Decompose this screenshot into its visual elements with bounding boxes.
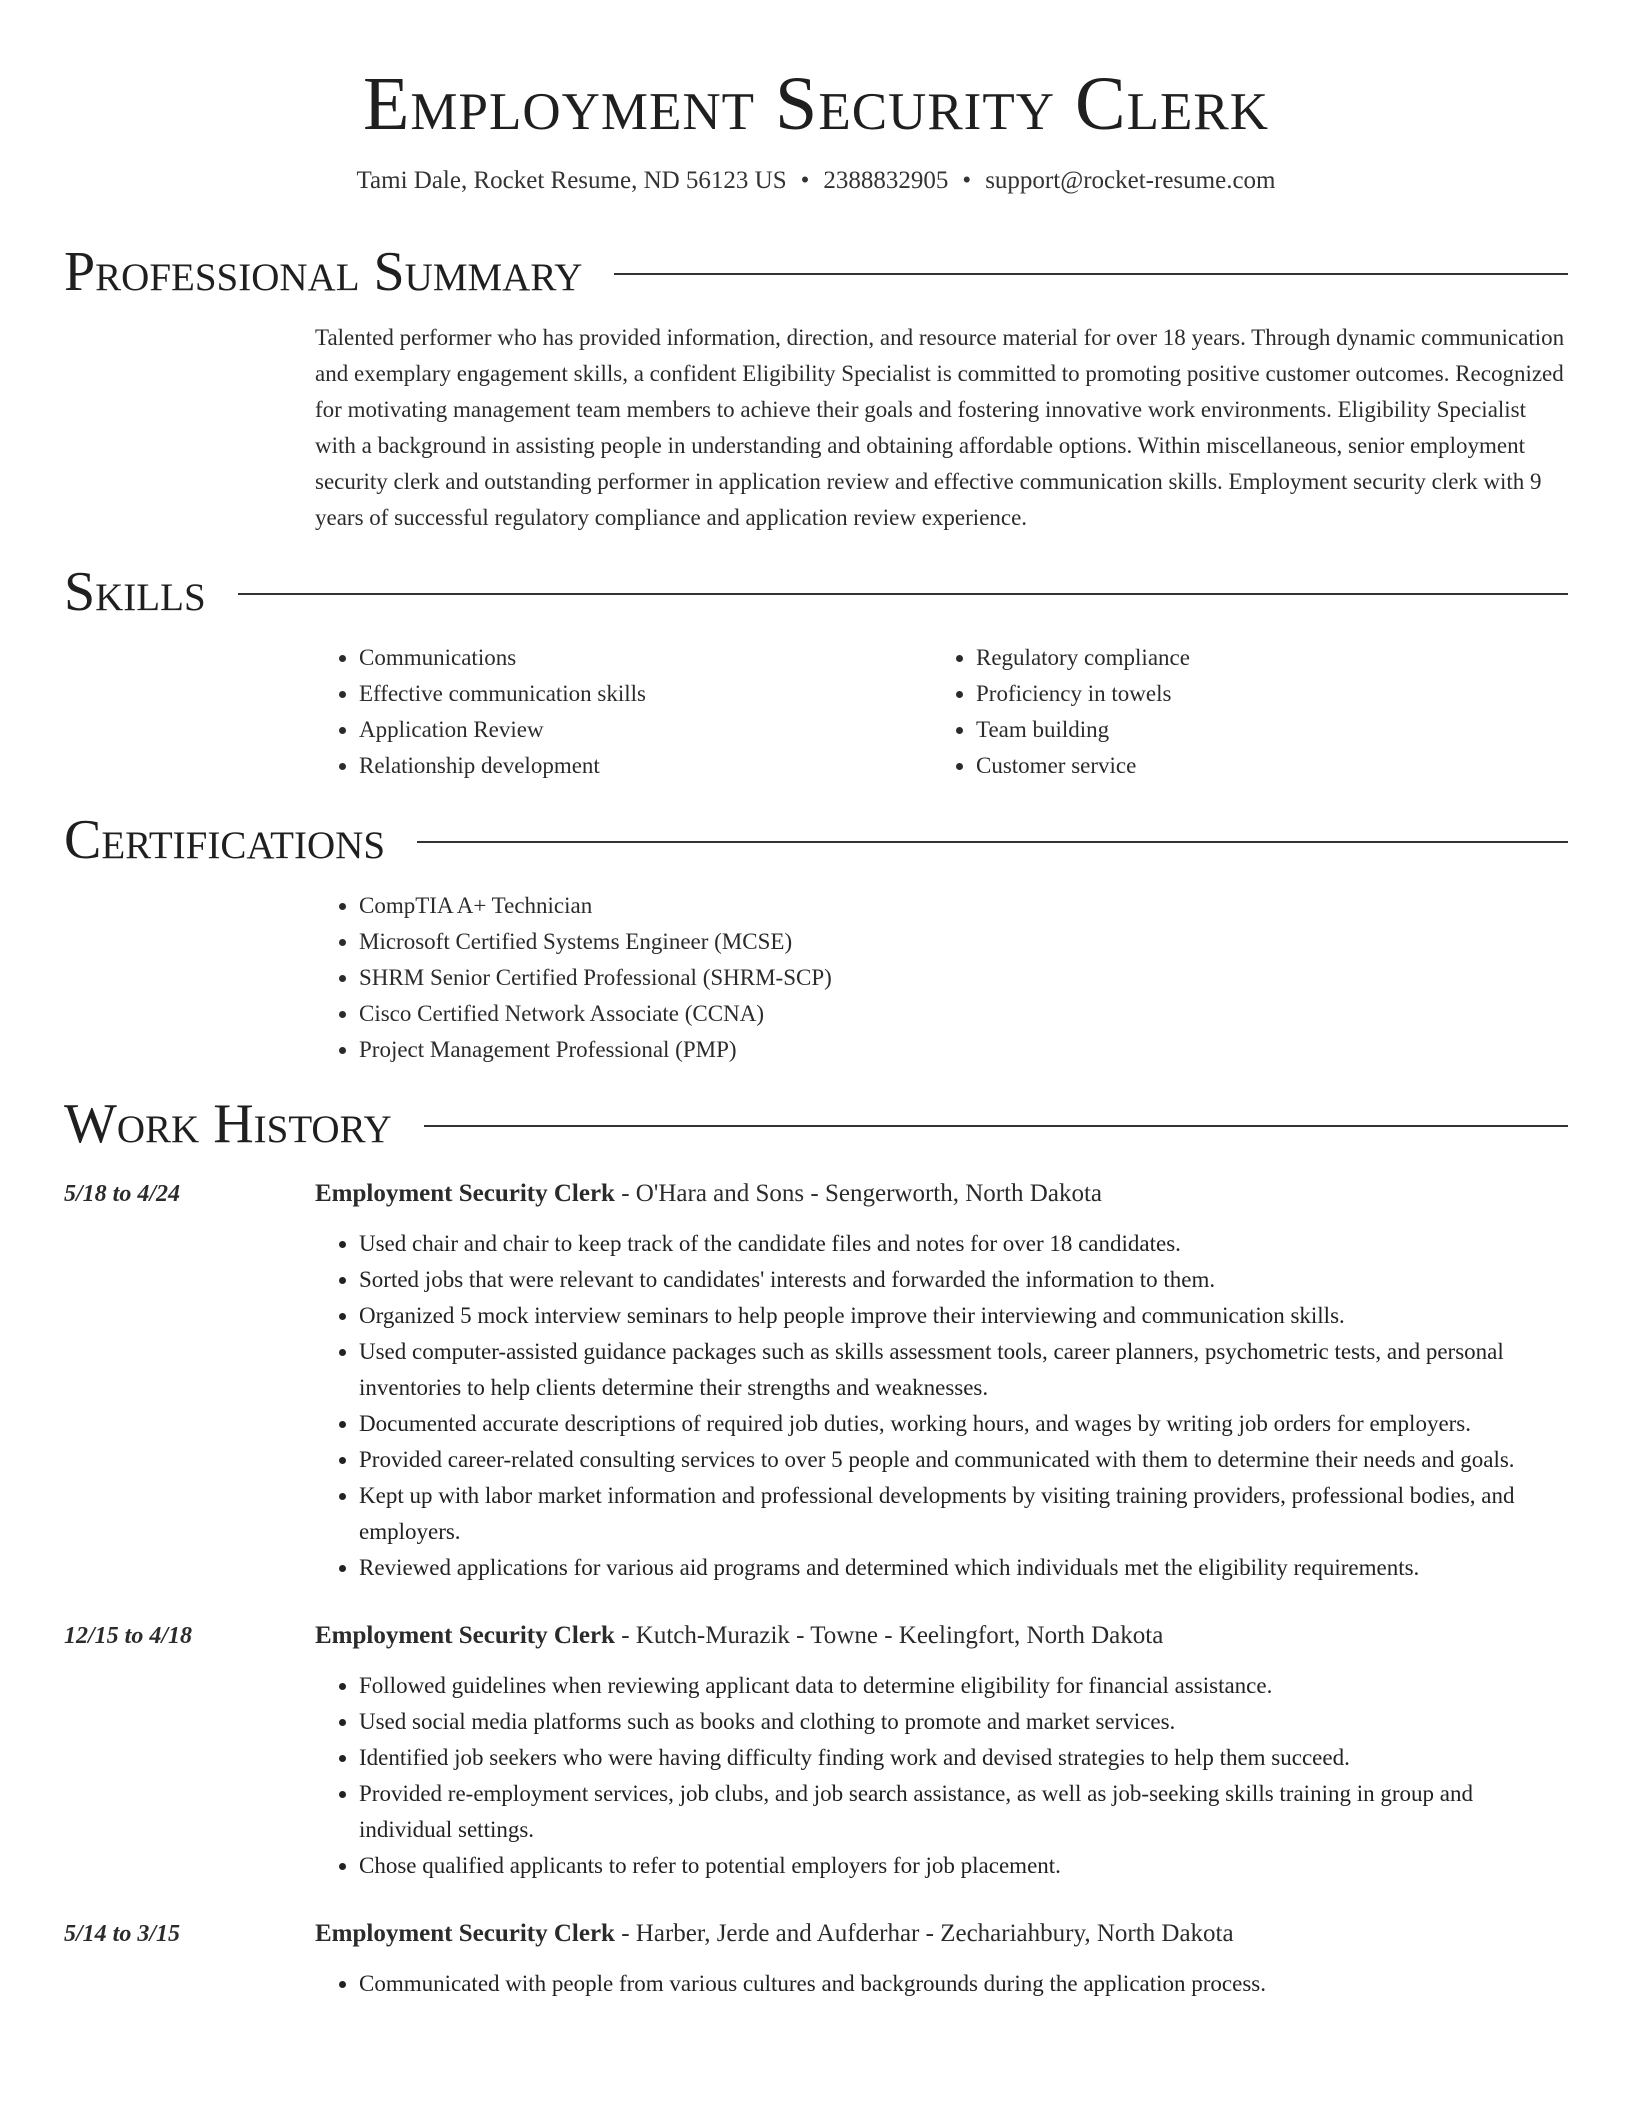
job-main	[315, 1618, 1568, 1884]
job-main	[315, 1916, 1568, 2002]
skill-item: • Effective communication skills	[359, 676, 932, 712]
job-main	[315, 1176, 1568, 1586]
contact-address: Tami Dale, Rocket Resume, ND 56123 US	[356, 167, 787, 194]
certification-item: • Project Management Professional (PMP)	[359, 1032, 1568, 1068]
section-divider	[614, 273, 1568, 275]
section-divider	[424, 1125, 1568, 1127]
summary-section-header	[64, 238, 1568, 306]
job-employer-location: - Kutch-Murazik - Towne - Keelingfort, North Dakota	[614, 1622, 1164, 1649]
job-entry	[64, 1176, 1568, 1586]
job-bullets	[315, 1668, 1568, 1884]
resume-title: Employment Security Clerk	[362, 62, 1270, 146]
job-bullet: • Provided re-employment services, job clubs, and job search assistance, as well as job-seeking skills training in group and individual settings.	[359, 1776, 1568, 1848]
skills-column-right	[932, 640, 1549, 784]
skills-body	[315, 640, 1568, 784]
certifications-list	[315, 888, 1568, 1068]
section-divider	[238, 593, 1568, 595]
job-bullet: • Organized 5 mock interview seminars to help people improve their interviewing and communication skills.	[359, 1298, 1568, 1334]
job-bullets	[315, 1226, 1568, 1586]
job-bullet: • Reviewed applications for various aid programs and determined which individuals met the eligibility requirements.	[359, 1550, 1568, 1586]
job-bullet: • Provided career-related consulting services to over 5 people and communicated with them to determine their needs and goals.	[359, 1442, 1568, 1478]
skills-heading: Skills	[64, 561, 206, 623]
summary-heading: Professional Summary	[64, 241, 583, 303]
skills-section-header	[64, 558, 1568, 626]
certifications-heading: Certifications	[64, 809, 386, 871]
skills-column-left	[315, 640, 932, 784]
job-role: Employment Security Clerk	[315, 1920, 615, 1947]
job-employer-location: - O'Hara and Sons - Sengerworth, North Dakota	[614, 1180, 1102, 1207]
job-bullets	[315, 1966, 1568, 2002]
contact-line	[64, 164, 1568, 198]
job-bullet: • Followed guidelines when reviewing applicant data to determine eligibility for financial assistance.	[359, 1668, 1568, 1704]
job-dates: 5/14 to 3/15	[64, 1921, 181, 1947]
skill-item: • Communications	[359, 640, 932, 676]
summary-body	[315, 320, 1568, 536]
job-bullet: • Kept up with labor market information and professional developments by visiting training providers, professional bodies, and employers.	[359, 1478, 1568, 1550]
contact-separator: •	[800, 167, 810, 194]
job-bullet: • Identified job seekers who were having difficulty finding work and devised strategies to help them succeed.	[359, 1740, 1568, 1776]
job-entry	[64, 1916, 1568, 2002]
job-dates: 5/18 to 4/24	[64, 1181, 181, 1207]
job-bullet: • Sorted jobs that were relevant to candidates' interests and forwarded the information to them.	[359, 1262, 1568, 1298]
certifications-section-header	[64, 806, 1568, 874]
contact-separator: •	[962, 167, 972, 194]
certification-item: • Cisco Certified Network Associate (CCNA)	[359, 996, 1568, 1032]
job-employer-location: - Harber, Jerde and Aufderhar - Zechariahbury, North Dakota	[614, 1920, 1234, 1947]
job-header	[315, 1916, 1568, 1952]
certification-item: • SHRM Senior Certified Professional (SHRM-SCP)	[359, 960, 1568, 996]
skills-grid	[315, 640, 1568, 784]
certification-item: • Microsoft Certified Systems Engineer (MCSE)	[359, 924, 1568, 960]
skill-item: • Relationship development	[359, 748, 932, 784]
job-bullet: • Chose qualified applicants to refer to potential employers for job placement.	[359, 1848, 1568, 1884]
certification-item: • CompTIA A+ Technician	[359, 888, 1568, 924]
skill-item: • Team building	[976, 712, 1549, 748]
work-history-section-header	[64, 1090, 1568, 1158]
skill-item: • Proficiency in towels	[976, 676, 1549, 712]
job-header	[315, 1176, 1568, 1212]
job-header	[315, 1618, 1568, 1654]
job-role: Employment Security Clerk	[315, 1622, 615, 1649]
resume-page	[64, 0, 1568, 2002]
contact-email: support@rocket-resume.com	[985, 167, 1276, 194]
skill-item: • Customer service	[976, 748, 1549, 784]
job-entry	[64, 1618, 1568, 1884]
job-bullet: • Documented accurate descriptions of required job duties, working hours, and wages by writing job orders for employers.	[359, 1406, 1568, 1442]
section-divider	[417, 841, 1568, 843]
job-bullet: • Communicated with people from various cultures and backgrounds during the application process.	[359, 1966, 1568, 2002]
job-bullet: • Used chair and chair to keep track of the candidate files and notes for over 18 candidates.	[359, 1226, 1568, 1262]
job-bullet: • Used computer-assisted guidance packages such as skills assessment tools, career planners, psychometric tests, and personal inventories to help clients determine their strengths and weaknesses.	[359, 1334, 1568, 1406]
summary-text: Talented performer who has provided information, direction, and resource material for over 18 years. Through dynamic communication and exemplary engagement skills, a confident Eligibility Specialist is committed to promoting positive customer outcomes. Recognized for motivating management team members to achieve their goals and fostering innovative work environments. Eligibility Specialist with a background in assisting people in understanding and obtaining affordable options. Within miscellaneous, senior employment security clerk and outstanding performer in application review and effective communication skills. Employment security clerk with 9 years of successful regulatory compliance and application review experience.	[315, 325, 1565, 530]
skill-item: • Application Review	[359, 712, 932, 748]
certifications-body	[315, 888, 1568, 1068]
skill-item: • Regulatory compliance	[976, 640, 1549, 676]
work-history-heading: Work History	[64, 1093, 392, 1155]
contact-phone: 2388832905	[823, 167, 949, 194]
job-dates: 12/15 to 4/18	[64, 1623, 193, 1649]
job-role: Employment Security Clerk	[315, 1180, 615, 1207]
job-bullet: • Used social media platforms such as books and clothing to promote and market services.	[359, 1704, 1568, 1740]
